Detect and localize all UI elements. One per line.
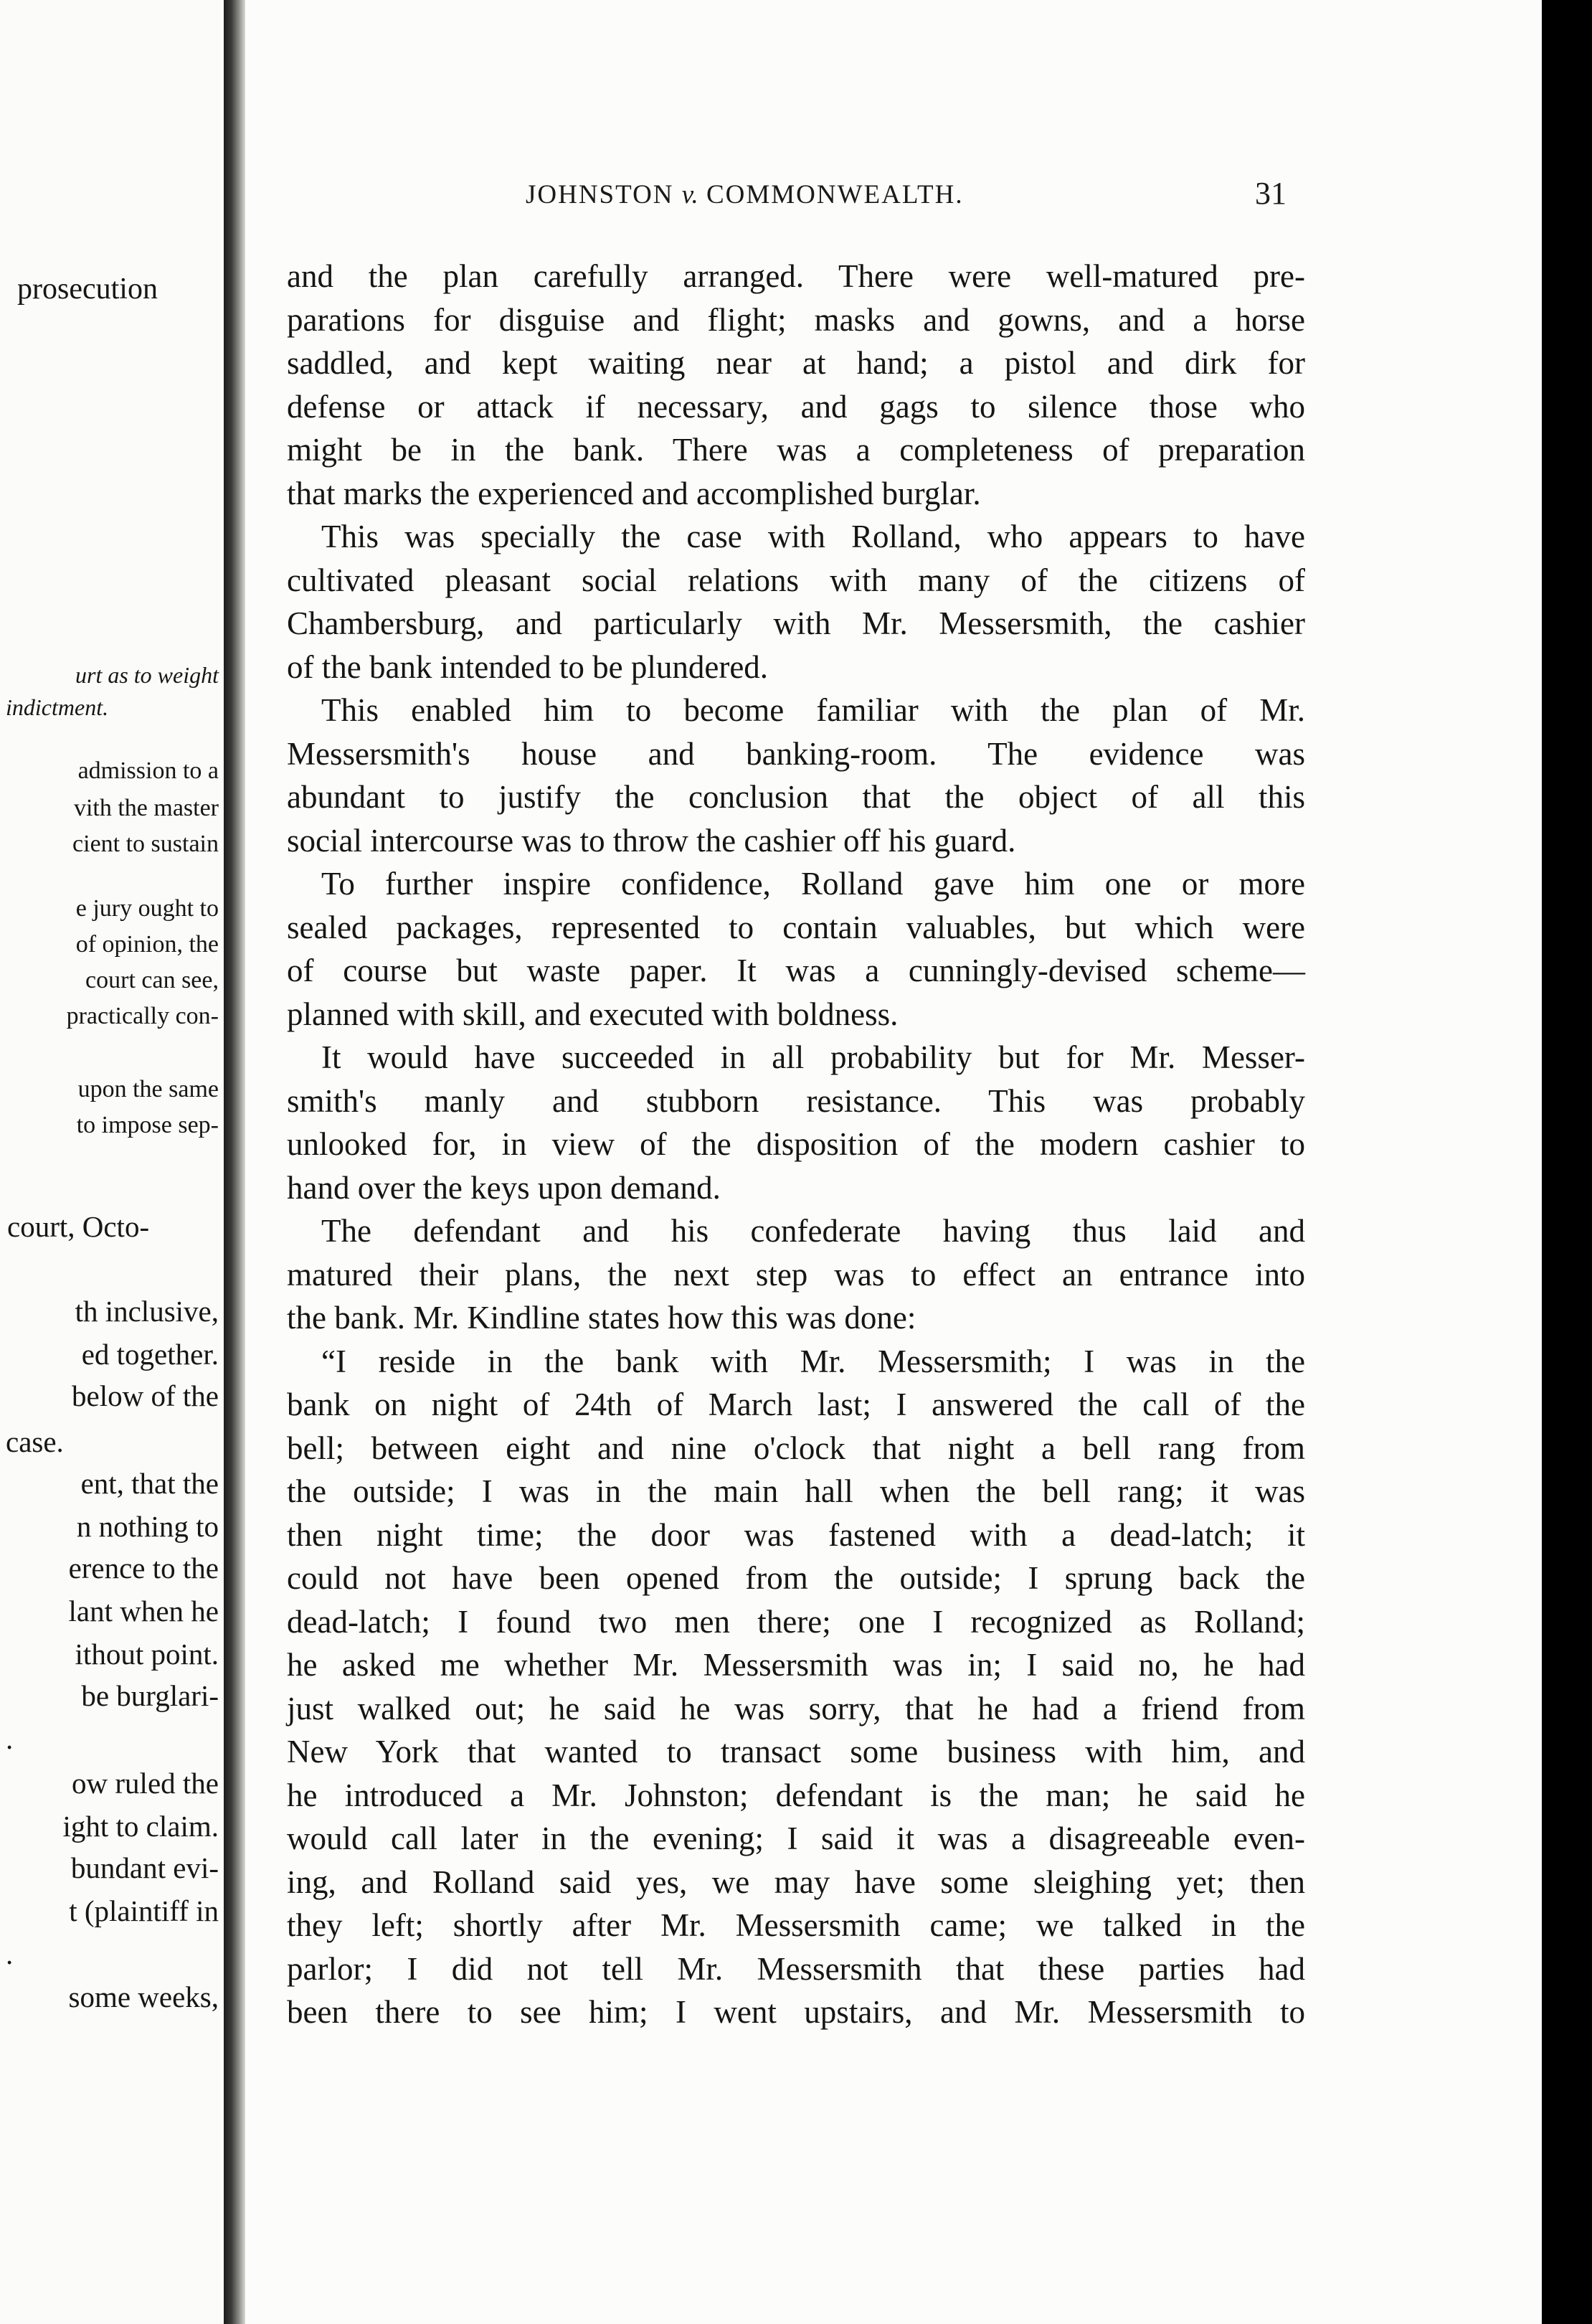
right-margin-edge [1542,0,1592,2324]
facing-page-line: cient to sustain [72,831,219,857]
text-line: It would have succeeded in all probability but for Mr. Messer- [321,1039,1305,1075]
facing-page-line: erence to the [68,1551,219,1584]
text-line: that marks the experienced and accomplished burglar. [287,475,981,511]
text-line: The defendant and his confederate having thus laid and [321,1213,1305,1249]
facing-page-fragment [0,0,224,2324]
facing-page-line: below of the [72,1379,219,1412]
text-line: parations for disguise and flight; masks and gowns, and a horse [287,301,1305,338]
text-line: the bank. Mr. Kindline states how this was done: [287,1300,916,1336]
text-line: dead-latch; I found two men there; one I recognized as Rolland; [287,1603,1305,1640]
facing-page-line: e jury ought to [75,895,219,922]
facing-page-line: . [6,1937,14,1970]
text-line: cultivated pleasant social relations with many of the citizens of [287,562,1305,598]
text-line: abundant to justify the conclusion that the object of all this [287,779,1305,815]
text-line: unlooked for, in view of the disposition of the modern cashier to [287,1126,1305,1162]
facing-page-line: court, Octo- [7,1210,150,1243]
facing-page-line: ithout point. [75,1638,219,1671]
text-line: New York that wanted to transact some business with him, and [287,1734,1305,1770]
text-line: Chambersburg, and particularly with Mr. Messersmith, the cashier [287,605,1305,641]
text-line: saddled, and kept waiting near at hand; a pistol and dirk for [287,345,1305,381]
text-line: he asked me whether Mr. Messersmith was in; I said no, he had [287,1647,1305,1683]
title-part-2: COMMONWEALTH. [706,180,964,209]
title-versus: v. [681,180,698,209]
facing-page-line: ed together. [81,1338,219,1371]
facing-page-line: prosecution [17,273,158,306]
text-line: they left; shortly after Mr. Messersmith came; we talked in the [287,1907,1305,1943]
text-line: defense or attack if necessary, and gags to silence those who [287,388,1305,425]
facing-page-line: urt as to weight [75,662,219,688]
text-line: matured their plans, the next step was to effect an entrance into [287,1256,1305,1293]
facing-page-line: practically con- [66,1003,219,1029]
facing-page-line: upon the same [77,1076,219,1102]
page-title [526,179,964,210]
facing-page-line: admission to a [77,757,219,784]
facing-page-line: case. [6,1425,64,1458]
facing-page-line: some weeks, [68,1980,219,2013]
facing-page-line: bundant evi- [70,1851,219,1884]
text-line: To further inspire confidence, Rolland gave him one or more [321,866,1305,902]
facing-page-line: ent, that the [80,1467,219,1500]
text-line: the outside; I was in the main hall when the bell rang; it was [287,1473,1305,1509]
text-line: been there to see him; I went upstairs, and Mr. Messersmith to [287,1994,1305,2030]
text-line: and the plan carefully arranged. There were well-matured pre- [287,258,1305,294]
running-head [280,175,1305,218]
text-line: Messersmith's house and banking-room. The evidence was [287,735,1305,772]
text-line: bell; between eight and nine o'clock that night a bell rang from [287,1430,1305,1466]
facing-page-line: vith the master [73,795,219,821]
text-line: ing, and Rolland said yes, we may have some sleighing yet; then [287,1864,1305,1900]
text-line: This was specially the case with Rolland, who appears to have [321,519,1305,554]
text-line: would call later in the evening; I said it was a disagreeable even- [287,1820,1305,1856]
text-line: he introduced a Mr. Johnston; defendant is the man; he said he [287,1777,1305,1813]
title-part-1: JOHNSTON [526,180,674,209]
book-gutter [224,0,245,2324]
page-number: 31 [1255,176,1287,211]
text-line: This enabled him to become familiar with the plan of Mr. [321,692,1305,728]
facing-page-line: th inclusive, [75,1295,219,1328]
facing-page-line: indictment. [6,694,109,720]
facing-page-line: . [6,1722,14,1755]
text-line: sealed packages, represented to contain valuables, but which were [287,909,1305,945]
text-line: bank on night of 24th of March last; I answered the call of the [287,1387,1305,1422]
facing-page-line: court can see, [85,967,219,993]
text-line: parlor; I did not tell Mr. Messersmith that these parties had [287,1950,1305,1987]
text-line: then night time; the door was fastened with a dead-latch; it [287,1516,1305,1553]
text-line: just walked out; he said he was sorry, that he had a friend from [287,1690,1305,1727]
facing-page-line: be burglari- [81,1679,219,1712]
body-text [287,255,1305,2034]
facing-page-line: ow ruled the [72,1767,219,1800]
text-line: “I reside in the bank with Mr. Messersmith; I was in the [321,1343,1305,1379]
text-line: planned with skill, and executed with boldness. [287,996,899,1032]
text-line: social intercourse was to throw the cashier off his guard. [287,822,1016,859]
text-line: of the bank intended to be plundered. [287,648,769,685]
facing-page-line: lant when he [68,1595,219,1628]
text-line: hand over the keys upon demand. [287,1169,721,1206]
facing-page-line: to impose sep- [76,1112,219,1138]
text-line: might be in the bank. There was a completeness of preparation [287,432,1305,468]
facing-page-line: t (plaintiff in [69,1894,219,1927]
facing-page-line: ight to claim. [62,1810,219,1843]
facing-page-line: of opinion, the [75,931,219,958]
text-line: smith's manly and stubborn resistance. This was probably [287,1082,1305,1119]
text-line: of course but waste paper. It was a cunningly-devised scheme— [287,953,1305,988]
facing-page-line: n nothing to [76,1510,219,1543]
text-line: could not have been opened from the outside; I sprung back the [287,1560,1305,1596]
